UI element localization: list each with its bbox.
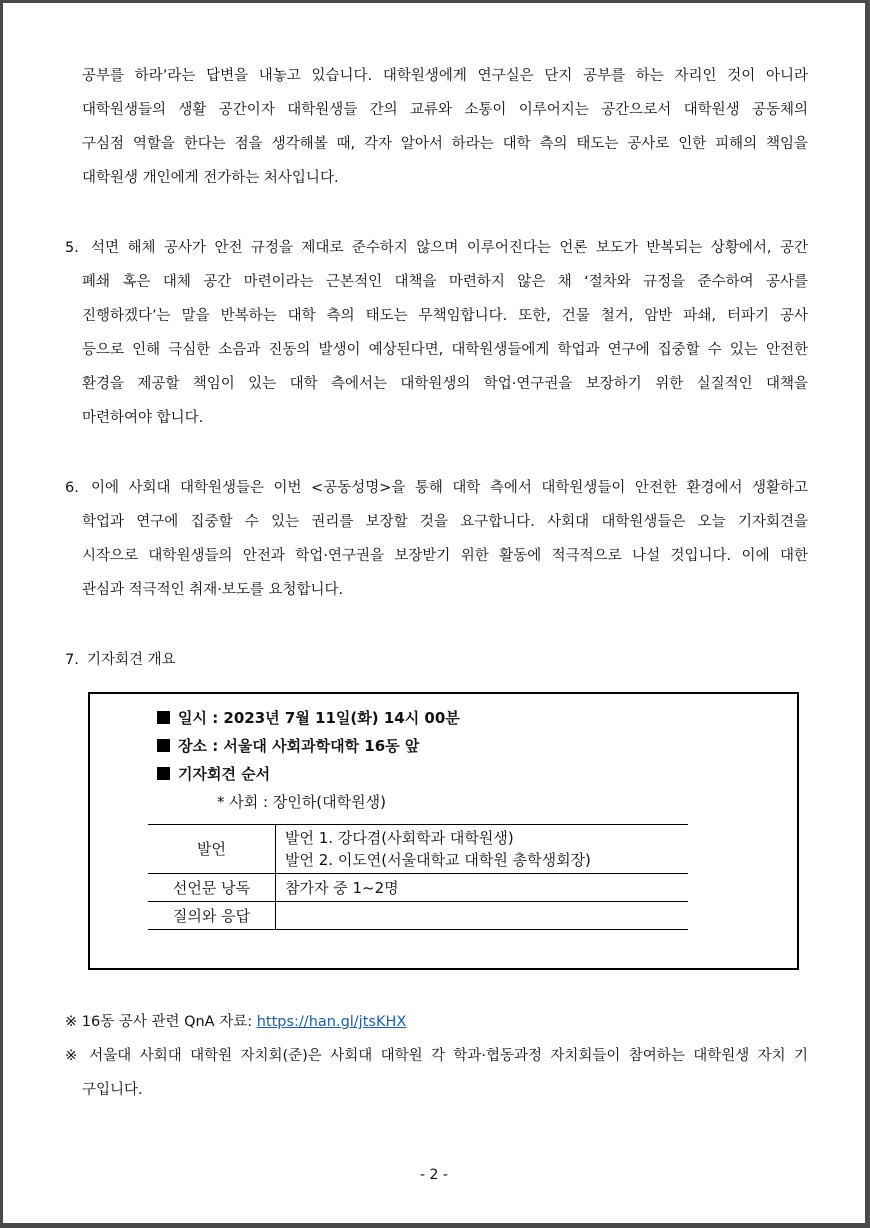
section-7-number: 7.	[65, 652, 79, 668]
paragraph-4-line-3: 구심점 역할을 한다는 점을 생각해볼 때, 각자 알아서 하라는 대학 측의 태도는 공사로 인한 피해의 책임을	[82, 136, 808, 152]
table-row-value: 발언 1. 강다겸(사회학과 대학원생)	[285, 829, 514, 847]
paragraph-6-line-2: 학업과 연구에 집중할 수 있는 권리를 보장할 것을 요구합니다. 사회대 대학원생들은 오늘 기자회견을	[82, 514, 808, 530]
paragraph-5-line-3: 진행하겠다’는 말을 반복하는 대학 측의 태도는 무책임합니다. 또한, 건물 철거, 암반 파쇄, 터파기 공사	[82, 308, 808, 324]
paragraph-5-line-5: 환경을 제공할 책임이 있는 대학 측에서는 대학원생의 학업·연구권을 보장하기 위한 실질적인 대책을	[82, 376, 808, 392]
table-top-rule	[148, 824, 688, 825]
paragraph-6-number: 6.	[65, 480, 79, 496]
overview-order-title: 기자회견 순서	[157, 764, 270, 784]
paragraph-5-line-6: 마련하여야 합니다.	[82, 410, 204, 426]
note-council-line-2: 구입니다.	[82, 1082, 143, 1098]
paragraph-5-line-1: 석면 해체 공사가 안전 규정을 제대로 준수하지 않으며 이루어진다는 언론 보도가 반복되는 상황에서, 공간	[91, 240, 808, 256]
table-rule	[148, 873, 688, 874]
paragraph-5-number: 5.	[65, 240, 79, 256]
square-bullet-icon	[157, 767, 170, 780]
table-rule	[148, 901, 688, 902]
square-bullet-icon	[157, 739, 170, 752]
paragraph-5-line-4: 등으로 인해 극심한 소음과 진동의 발생이 예상된다면, 대학원생들에게 학업과 연구에 집중할 수 있는 안전한	[82, 342, 808, 358]
note-council-line-1: ※ 서울대 사회대 대학원 자치회(준)은 사회대 대학원 각 학과·협동과정 자치회들이 참여하는 대학원생 자치 기	[65, 1048, 808, 1064]
paragraph-5-line-2: 폐쇄 혹은 대체 공간 마련이라는 근본적인 대책을 마련하지 않은 채 ‘절차와 규정을 준수하여 공사를	[82, 274, 808, 290]
overview-date: 일시 : 2023년 7월 11일(화) 14시 00분	[157, 708, 460, 728]
paragraph-4-line-2: 대학원생들의 생활 공간이자 대학원생들 간의 교류와 소통이 이루어지는 공간으로서 대학원생 공동체의	[82, 102, 808, 118]
note-qna: ※ 16동 공사 관련 QnA 자료: https://han.gl/jtsKHX	[65, 1014, 407, 1030]
table-bottom-rule	[148, 929, 688, 930]
table-row-value: 참가자 중 1~2명	[285, 879, 399, 897]
page-number: - 2 -	[420, 1167, 448, 1183]
table-column-divider	[275, 824, 276, 930]
paragraph-4-line-4: 대학원생 개인에게 전가하는 처사입니다.	[82, 170, 339, 186]
table-row-label-qa: 질의와 응답	[172, 907, 251, 925]
paragraph-6-line-1: 이에 사회대 대학원생들은 이번 <공동성명>을 통해 대학 측에서 대학원생들이 안전한 환경에서 생활하고	[91, 480, 808, 496]
table-row-value: 발언 2. 이도연(서울대학교 대학원 총학생회장)	[285, 851, 591, 869]
section-7-title: 기자회견 개요	[87, 652, 176, 668]
document-page	[3, 3, 865, 1223]
paragraph-4-line-1: 공부를 하라’라는 답변을 내놓고 있습니다. 대학원생에게 연구실은 단지 공부를 하는 자리인 것이 아니라	[82, 68, 808, 84]
qna-link[interactable]: https://han.gl/jtsKHX	[256, 1014, 407, 1030]
overview-host: * 사회 : 장인하(대학원생)	[217, 793, 386, 811]
paragraph-6-line-3: 시작으로 대학원생들의 안전과 학업·연구권을 보장받기 위한 활동에 적극적으로 나설 것입니다. 이에 대한	[82, 548, 808, 564]
table-row-label-declaration: 선언문 낭독	[172, 879, 251, 897]
table-row-label-speech: 발언	[197, 840, 226, 858]
paragraph-6-line-4: 관심과 적극적인 취재·보도를 요청합니다.	[82, 582, 344, 598]
square-bullet-icon	[157, 711, 170, 724]
overview-place: 장소 : 서울대 사회과학대학 16동 앞	[157, 736, 419, 756]
